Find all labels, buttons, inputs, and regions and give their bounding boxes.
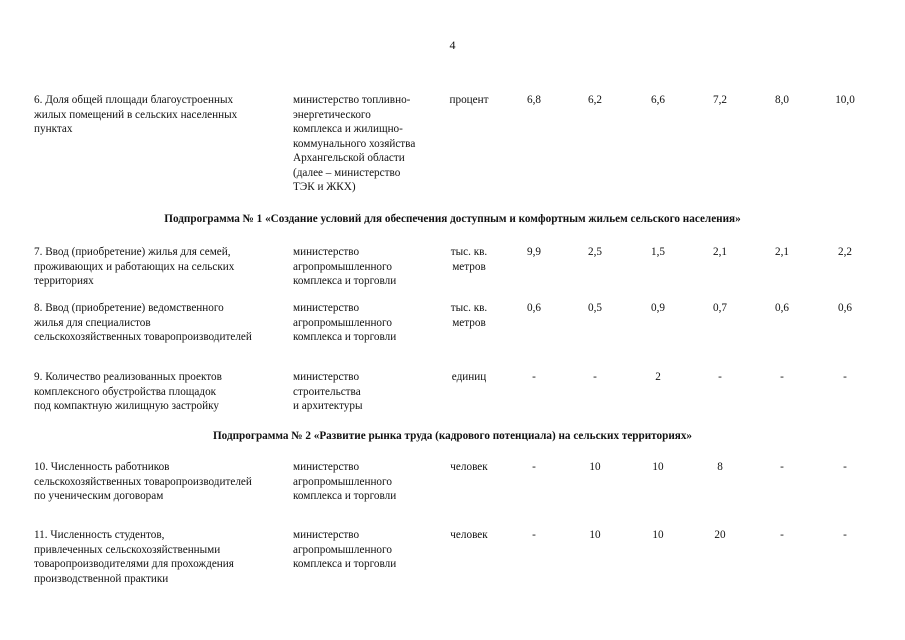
indicator-cell: 7. Ввод (приобретение) жилья для семей, проживающих и работающих на сельских территориях [34, 246, 235, 287]
value-cell: 0,6 [527, 302, 541, 314]
value-cell: 0,5 [588, 302, 602, 314]
ministry-cell: министерство топливно- энергетического комплекса и жилищно- коммунального хозяйства Архангельской области (далее – министерство ТЭК и ЖКХ) [293, 94, 416, 193]
unit-cell: человек [450, 461, 488, 473]
value-cell: 2,1 [775, 246, 789, 258]
indicator-cell: 9. Количество реализованных проектов комплексного обустройства площадок под компактную жилищную застройку [34, 371, 222, 412]
value-cell: 0,6 [775, 302, 789, 314]
value-cell: - [532, 529, 536, 541]
value-cell: - [593, 371, 597, 383]
ministry-cell: министерство строительства и архитектуры [293, 371, 363, 412]
unit-cell: процент [449, 94, 489, 106]
value-cell: 10 [589, 529, 601, 541]
subprogram-heading: Подпрограмма № 1 «Создание условий для обеспечения доступным и комфортным жильем сельского населения» [164, 213, 741, 225]
value-cell: 1,5 [651, 246, 665, 258]
value-cell: 8 [717, 461, 723, 473]
value-cell: 0,9 [651, 302, 665, 314]
value-cell: - [843, 529, 847, 541]
value-cell: 2,5 [588, 246, 602, 258]
value-cell: - [718, 371, 722, 383]
ministry-cell: министерство агропромышленного комплекса и торговли [293, 461, 397, 502]
value-cell: 0,6 [838, 302, 852, 314]
value-cell: 8,0 [775, 94, 789, 106]
value-cell: 20 [714, 529, 726, 541]
page-number: 4 [449, 38, 456, 52]
value-cell: 2 [655, 371, 661, 383]
indicator-cell: 8. Ввод (приобретение) ведомственного жилья для специалистов сельскохозяйственных товаропроизводителей [34, 302, 252, 343]
value-cell: 0,7 [713, 302, 727, 314]
value-cell: 2,2 [838, 246, 852, 258]
value-cell: 10 [652, 529, 664, 541]
ministry-cell: министерство агропромышленного комплекса и торговли [293, 246, 397, 287]
value-cell: - [532, 371, 536, 383]
unit-cell: тыс. кв. метров [450, 302, 488, 329]
unit-cell: тыс. кв. метров [450, 246, 488, 273]
value-cell: - [780, 371, 784, 383]
value-cell: 10 [589, 461, 601, 473]
indicator-cell: 10. Численность работников сельскохозяйственных товаропроизводителей по ученическим договорам [34, 461, 252, 502]
value-cell: - [780, 529, 784, 541]
value-cell: 6,8 [527, 94, 541, 106]
ministry-cell: министерство агропромышленного комплекса и торговли [293, 529, 397, 570]
value-cell: - [843, 371, 847, 383]
value-cell: 6,6 [651, 94, 665, 106]
value-cell: 6,2 [588, 94, 602, 106]
value-cell: 10 [652, 461, 664, 473]
value-cell: 9,9 [527, 246, 541, 258]
value-cell: - [843, 461, 847, 473]
value-cell: - [780, 461, 784, 473]
value-cell: - [532, 461, 536, 473]
value-cell: 10,0 [835, 94, 855, 106]
value-cell: 2,1 [713, 246, 727, 258]
value-cell: 7,2 [713, 94, 727, 106]
subprogram-heading: Подпрограмма № 2 «Развитие рынка труда (кадрового потенциала) на сельских территориях» [212, 430, 693, 442]
indicator-cell: 6. Доля общей площади благоустроенных жилых помещений в сельских населенных пунктах [34, 94, 238, 135]
ministry-cell: министерство агропромышленного комплекса и торговли [293, 302, 397, 343]
unit-cell: человек [450, 529, 488, 541]
unit-cell: единиц [451, 371, 487, 383]
indicator-cell: 11. Численность студентов, привлеченных сельскохозяйственными товаропроизводителями для прохождения производственной практики [34, 529, 234, 585]
